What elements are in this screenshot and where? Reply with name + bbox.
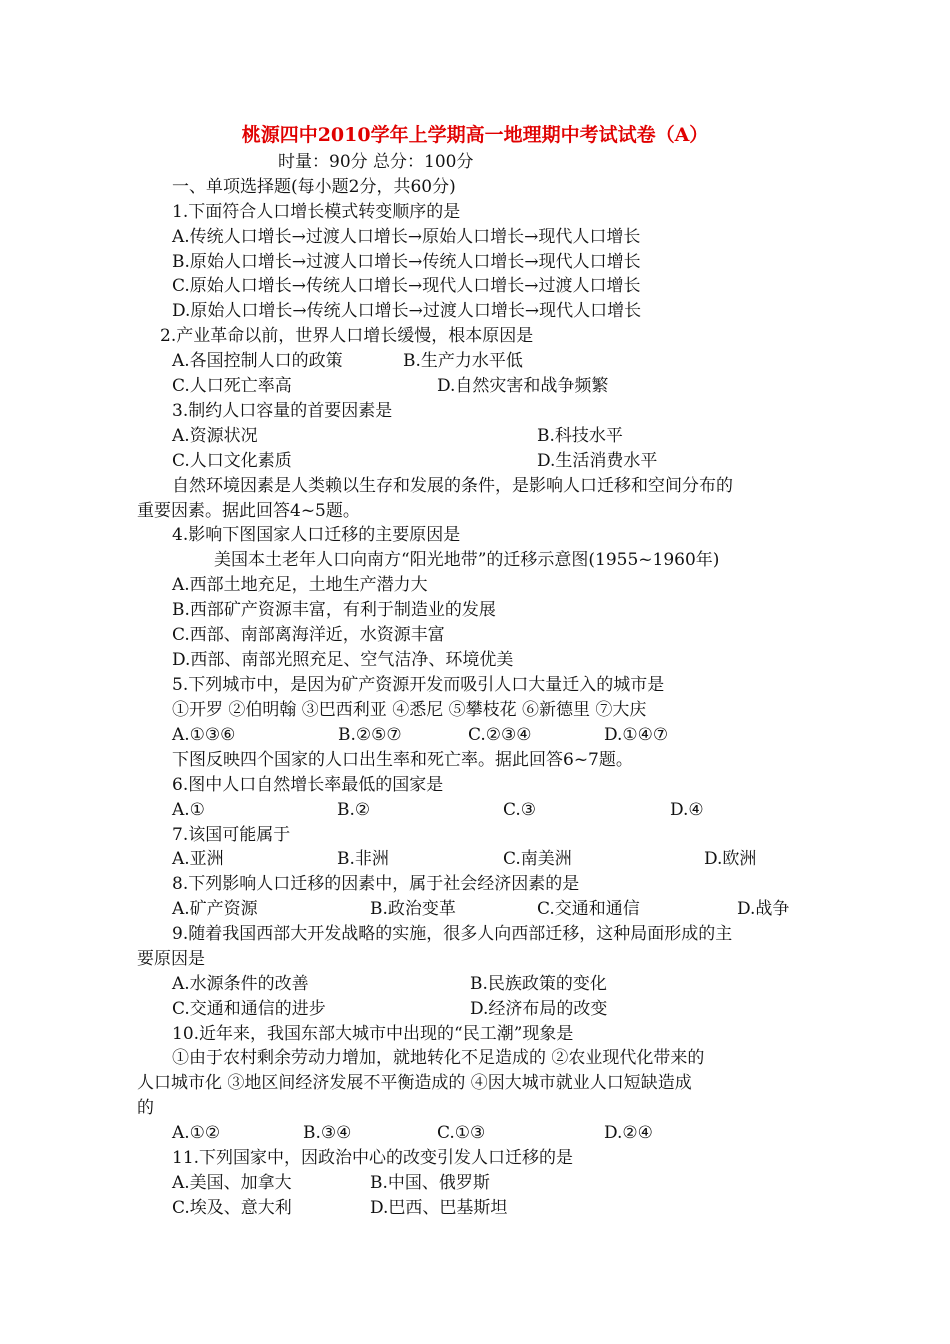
question-7-option-b: B.非洲 [337, 849, 389, 869]
question-6-option-d: D.④ [670, 800, 704, 820]
passage-6-7: 下图反映四个国家的人口出生率和死亡率。据此回答6~7题。 [172, 750, 633, 770]
question-5-option-b: B.②⑤⑦ [338, 725, 402, 745]
exam-title: 桃源四中2010学年上学期高一地理期中考试试卷（A） [241, 124, 709, 146]
question-10-body-line-3: 的 [137, 1098, 154, 1118]
question-1-stem: 1.下面符合人口增长模式转变顺序的是 [172, 202, 461, 222]
question-9-option-a: A.水源条件的改善 [172, 974, 309, 994]
exam-meta: 时量：90分 总分：100分 [278, 152, 474, 172]
question-6-stem: 6.图中人口自然增长率最低的国家是 [172, 775, 444, 795]
question-3-option-d: D.生活消费水平 [537, 451, 658, 471]
question-10-option-a: A.①② [172, 1123, 221, 1143]
question-2-stem: 2.产业革命以前，世界人口增长缓慢，根本原因是 [160, 326, 534, 346]
question-6-option-c: C.③ [503, 800, 537, 820]
passage-4-5-line-2: 重要因素。据此回答4~5题。 [137, 501, 360, 521]
question-3-option-c: C.人口文化素质 [172, 451, 292, 471]
question-11-stem: 11.下列国家中，因政治中心的改变引发人口迁移的是 [172, 1148, 574, 1168]
question-2-option-c: C.人口死亡率高 [172, 376, 292, 396]
question-11-option-d: D.巴西、巴基斯坦 [370, 1198, 508, 1218]
question-4-stem: 4.影响下图国家人口迁移的主要原因是 [172, 525, 461, 545]
question-2-option-b: B.生产力水平低 [403, 351, 523, 371]
question-8-option-a: A.矿产资源 [172, 899, 258, 919]
question-7-stem: 7.该国可能属于 [172, 825, 291, 845]
question-9-stem-line-2: 要原因是 [137, 949, 205, 969]
question-5-option-d: D.①④⑦ [604, 725, 669, 745]
question-11-option-b: B.中国、俄罗斯 [370, 1173, 490, 1193]
question-6-option-b: B.② [337, 800, 371, 820]
question-11-option-a: A.美国、加拿大 [172, 1173, 292, 1193]
question-10-body-line-1: ①由于农村剩余劳动力增加，就地转化不足造成的 ②农业现代化带来的 [172, 1048, 705, 1068]
question-11-option-c: C.埃及、意大利 [172, 1198, 292, 1218]
question-10-stem: 10.近年来，我国东部大城市中出现的“民工潮”现象是 [172, 1024, 574, 1044]
question-2-option-a: A.各国控制人口的政策 [172, 351, 343, 371]
question-3-stem: 3.制约人口容量的首要因素是 [172, 401, 393, 421]
question-7-option-a: A.亚洲 [172, 849, 224, 869]
question-8-option-b: B.政治变革 [370, 899, 456, 919]
question-10-option-d: D.②④ [604, 1123, 653, 1143]
question-1-option-c: C.原始人口增长→传统人口增长→现代人口增长→过渡人口增长 [172, 276, 641, 296]
question-5-stem: 5.下列城市中，是因为矿产资源开发而吸引人口大量迁入的城市是 [172, 675, 665, 695]
question-1-option-a: A.传统人口增长→过渡人口增长→原始人口增长→现代人口增长 [172, 227, 641, 247]
question-9-stem-line-1: 9.随着我国西部大开发战略的实施，很多人向西部迁移，这种局面形成的主 [172, 924, 733, 944]
question-4-option-c: C.西部、南部离海洋近，水资源丰富 [172, 625, 445, 645]
question-6-option-a: A.① [172, 800, 205, 820]
figure-caption: 美国本土老年人口向南方“阳光地带”的迁移示意图(1955~1960年) [214, 550, 720, 570]
question-4-option-d: D.西部、南部光照充足、空气洁净、环境优美 [172, 650, 514, 670]
question-4-option-a: A.西部土地充足，土地生产潜力大 [172, 575, 428, 595]
question-9-option-b: B.民族政策的变化 [470, 974, 607, 994]
question-10-body-line-2: 人口城市化 ③地区间经济发展不平衡造成的 ④因大城市就业人口短缺造成 [137, 1073, 692, 1093]
question-2-option-d: D.自然灾害和战争频繁 [437, 376, 609, 396]
question-5-city-list: ①开罗 ②伯明翰 ③巴西利亚 ④悉尼 ⑤攀枝花 ⑥新德里 ⑦大庆 [172, 700, 647, 720]
question-9-option-d: D.经济布局的改变 [470, 999, 608, 1019]
question-3-option-a: A.资源状况 [172, 426, 258, 446]
question-9-option-c: C.交通和通信的进步 [172, 999, 326, 1019]
question-1-option-b: B.原始人口增长→过渡人口增长→传统人口增长→现代人口增长 [172, 252, 641, 272]
question-5-option-a: A.①③⑥ [172, 725, 236, 745]
passage-4-5-line-1: 自然环境因素是人类赖以生存和发展的条件，是影响人口迁移和空间分布的 [172, 476, 733, 496]
question-3-option-b: B.科技水平 [537, 426, 623, 446]
question-7-option-d: D.欧洲 [704, 849, 757, 869]
question-1-option-d: D.原始人口增长→传统人口增长→过渡人口增长→现代人口增长 [172, 301, 642, 321]
question-7-option-c: C.南美洲 [503, 849, 572, 869]
question-8-option-c: C.交通和通信 [537, 899, 640, 919]
question-4-option-b: B.西部矿产资源丰富，有利于制造业的发展 [172, 600, 496, 620]
question-8-option-d: D.战争 [737, 899, 790, 919]
question-8-stem: 8.下列影响人口迁移的因素中，属于社会经济因素的是 [172, 874, 580, 894]
section-heading: 一、单项选择题(每小题2分，共60分) [172, 177, 456, 197]
question-10-option-c: C.①③ [437, 1123, 486, 1143]
question-10-option-b: B.③④ [303, 1123, 352, 1143]
question-5-option-c: C.②③④ [468, 725, 532, 745]
